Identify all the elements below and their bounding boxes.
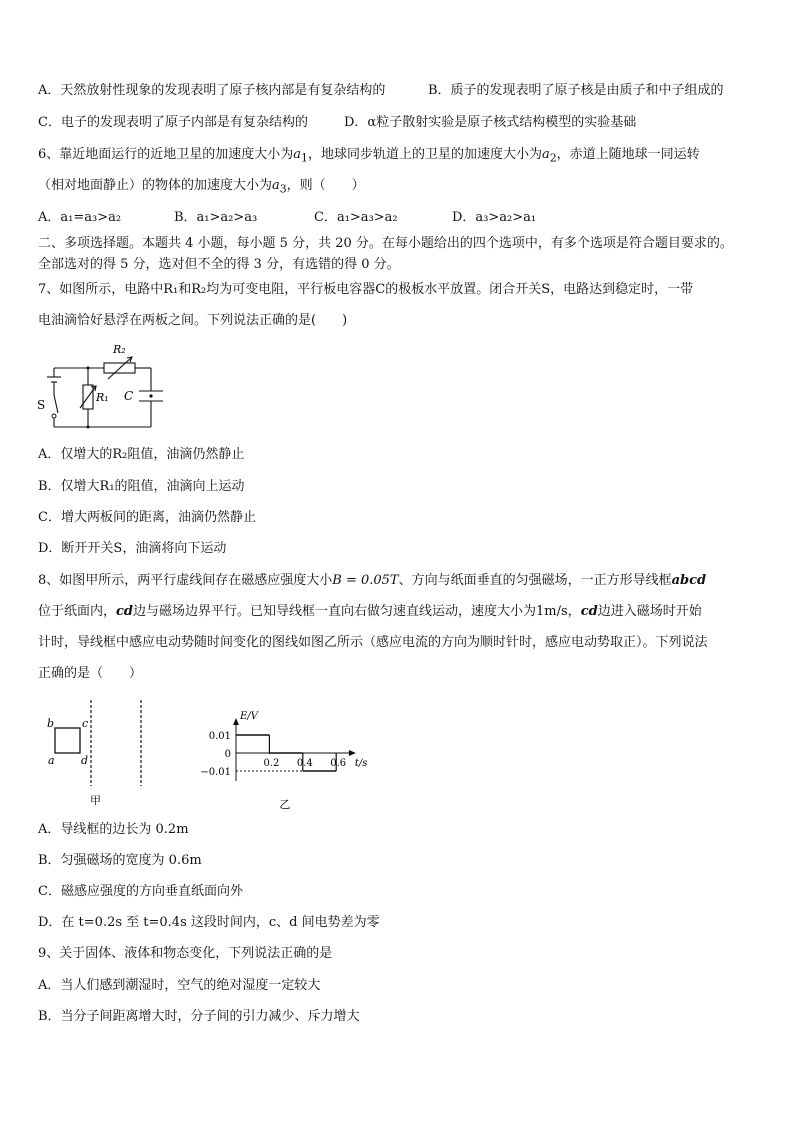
q9-stem: 9、关于固体、液体和物态变化，下列说法正确的是 <box>38 946 333 961</box>
oil-droplet <box>149 394 152 397</box>
y-tick-label: 0 <box>224 749 231 760</box>
caption-jia: 甲 <box>90 794 101 807</box>
q6-stem-line1: 6、靠近地面运行的近地卫星的加速度大小为$a_1$，地球同步轨道上的卫星的加速度大小为$a_2$，赤道上随地球一同运转 <box>38 147 700 165</box>
label-c: C <box>124 389 134 403</box>
emf-time-chart <box>196 700 368 812</box>
q7-option-b: B．仅增大R₁的阻值，油滴向上运动 <box>38 479 245 494</box>
q8-stem-line1 <box>38 573 706 589</box>
y-axis-label: E/V <box>240 711 258 722</box>
q6-stem-part: ，地球同步轨道上的卫星的加速度大小为 <box>307 147 542 162</box>
q6-stem-line2: （相对地面静止）的物体的加速度大小为$a_3$，则（ ） <box>38 178 365 196</box>
q6-option-a: A．a₁=a₃>a₂ <box>38 210 122 225</box>
q7-stem-line1: 7、如图所示，电路中R₁和R₂均为可变电阻，平行板电容器C的极板水平放置。闭合开关S，电路达到稳定时，一带 <box>38 282 694 297</box>
section2-header-line1: 二、多项选择题。本题共 4 小题，每小题 5 分，共 20 分。在每小题给出的四个选项中，有多个选项是符合题目要求的。 <box>38 236 733 251</box>
q8-edge-cd: cd <box>116 604 134 619</box>
y-tick-label: −0.01 <box>200 767 231 778</box>
q8-frame-name: abcd <box>671 573 707 588</box>
q8-stem-part: 位于纸面内， <box>38 604 117 619</box>
q8-stem-part: 边进入磁场时开始 <box>597 604 702 619</box>
q6-stem-part: ，则（ ） <box>286 178 365 193</box>
q8-stem-part: 8、如图甲所示，两平行虚线间存在磁感应强度大小 <box>38 573 333 588</box>
q7-option-a: A．仅增大的R₂阻值，油滴仍然静止 <box>38 447 245 462</box>
q8-option-c: C．磁感应强度的方向垂直纸面向外 <box>38 884 243 899</box>
x-tick-label: 0.6 <box>330 758 347 769</box>
q6-stem-part: （相对地面静止）的物体的加速度大小为 <box>38 178 273 193</box>
q8-option-d: D．在 t=0.2s 至 t=0.4s 这段时间内，c、d 间电势差为零 <box>38 915 380 930</box>
label-c: c <box>82 717 89 730</box>
q8-stem-part: 边与磁场边界平行。已知导线框一直向右做匀速直线运动，速度大小为1m/s， <box>133 604 581 619</box>
label-b: b <box>47 717 55 730</box>
q8-option-a: A．导线框的边长为 0.2m <box>38 822 189 837</box>
q6-stem-part: 6、靠近地面运行的近地卫星的加速度大小为 <box>38 147 294 162</box>
q6-option-b: B．a₁>a₂>a₃ <box>174 210 258 225</box>
label-r1: R₁ <box>96 391 109 404</box>
q5-option-a: A．天然放射性现象的发现表明了原子核内部是有复杂结构的 <box>38 83 386 98</box>
x-axis-arrow <box>349 750 356 756</box>
q6-stem-part: ，赤道上随地球一同运转 <box>556 147 700 162</box>
section2-header-line2: 全部选对的得 5 分，选对但不全的得 3 分，有选错的得 0 分。 <box>38 257 400 272</box>
q8-edge-cd: cd <box>580 604 598 619</box>
q6-option-d: D．a₃>a₂>a₁ <box>452 210 537 225</box>
switch-blade <box>54 395 58 413</box>
q6-option-c: C．a₁>a₃>a₂ <box>314 210 398 225</box>
label-d: d <box>81 754 89 767</box>
x-tick-label: 0.2 <box>263 758 280 769</box>
q8-field-value: B = 0.05T <box>332 573 399 588</box>
q5-option-d: D．α粒子散射实验是原子核式结构模型的实验基础 <box>344 115 637 130</box>
q9-option-b: B．当分子间距离增大时，分子间的引力减少、斥力增大 <box>38 1009 360 1024</box>
x-tick-label: 0.4 <box>296 758 313 769</box>
q8-stem-line3: 计时，导线框中感应电动势随时间变化的图线如图乙所示（感应电流的方向为顺时针时，感应电动势取正）。下列说法 <box>38 635 708 650</box>
x-axis-label: t/s <box>354 758 368 769</box>
circuit-diagram <box>34 335 174 435</box>
q8-stem-line4: 正确的是（ ） <box>38 666 143 681</box>
q8-option-b: B．匀强磁场的宽度为 0.6m <box>38 853 202 868</box>
q7-option-d: D．断开开关S，油滴将向下运动 <box>38 541 227 556</box>
q7-stem-line2: 电油滴恰好悬浮在两板之间。下列说法正确的是( ) <box>38 313 348 328</box>
y-axis-arrow <box>233 718 239 725</box>
figure-jia <box>44 698 164 810</box>
q8-stem-part: 、方向与纸面垂直的匀强磁场，一正方形导线框 <box>398 573 672 588</box>
q5-option-b: B．质子的发现表明了原子核是由质子和中子组成的 <box>428 83 724 98</box>
square-loop-abcd <box>55 728 80 753</box>
q5-option-c: C．电子的发现表明了原子内部是有复杂结构的 <box>38 115 308 130</box>
q9-option-a: A．当人们感到潮湿时，空气的绝对湿度一定较大 <box>38 978 321 993</box>
y-tick-label: 0.01 <box>208 731 231 742</box>
caption-yi: 乙 <box>279 798 291 811</box>
label-a: a <box>48 754 55 767</box>
label-s: S <box>37 398 46 412</box>
q7-option-c: C．增大两板间的距离，油滴仍然静止 <box>38 510 256 525</box>
q8-stem-line2 <box>38 604 702 620</box>
label-r2: R₂ <box>113 343 126 356</box>
